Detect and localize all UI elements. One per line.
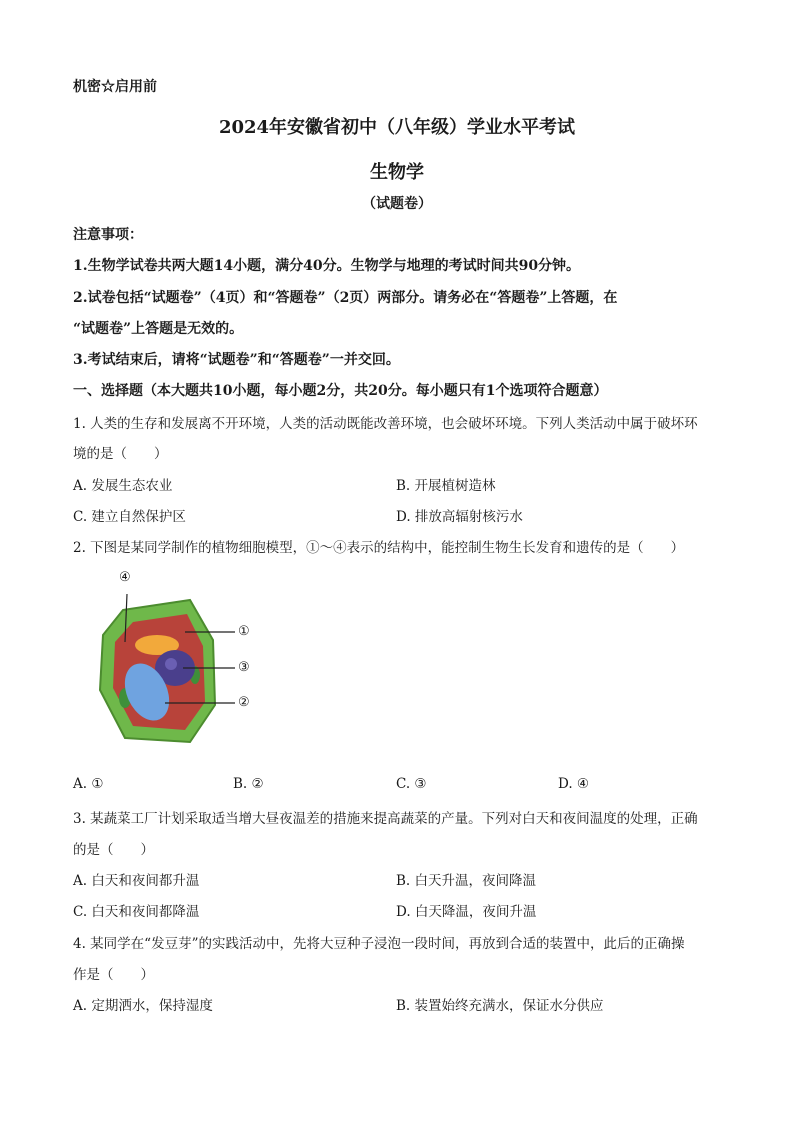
figure-label-4: ④ [119, 570, 131, 585]
question-3-option-c: C. 白天和夜间都降温 [73, 904, 200, 920]
question-3-option-b: B. 白天升温，夜间降温 [396, 873, 537, 889]
figure-label-2: ② [238, 695, 250, 710]
question-2-option-d: D. ④ [558, 776, 590, 792]
exam-title: 2024年安徽省初中（八年级）学业水平考试 [218, 117, 576, 138]
subject-title: 生物学 [370, 162, 424, 183]
question-1-stem: 1. 人类的生存和发展离不开环境，人类的活动既能改善环境，也会破坏环境。下列人类活动中属于破坏环 [73, 416, 698, 432]
figure-label-3: ③ [238, 660, 250, 675]
question-1-option-a: A. 发展生态农业 [73, 478, 173, 494]
question-3-stem-cont: 的是（ ） [73, 842, 154, 858]
plant-cell-figure [95, 570, 290, 755]
question-2-option-b: B. ② [233, 776, 264, 792]
notice-item-1: 1.生物学试卷共两大题14小题，满分40分。生物学与地理的考试时间共90分钟。 [73, 258, 581, 274]
notice-item-2-cont: “试题卷”上答题是无效的。 [73, 321, 244, 337]
question-4-option-b: B. 装置始终充满水，保证水分供应 [396, 998, 604, 1014]
question-1-option-d: D. 排放高辐射核污水 [396, 509, 523, 525]
question-1-stem-cont: 境的是（ ） [73, 446, 168, 462]
section-1-heading: 一、选择题（本大题共10小题，每小题2分，共20分。每小题只有1个选项符合题意） [73, 383, 608, 399]
question-1-option-c: C. 建立自然保护区 [73, 509, 186, 525]
question-4-stem: 4. 某同学在“发豆芽”的实践活动中，先将大豆种子浸泡一段时间，再放到合适的装置中，此后的正确操 [73, 936, 685, 952]
question-2-stem: 2. 下图是某同学制作的植物细胞模型，①～④表示的结构中，能控制生物生长发育和遗传的是（ ） [73, 540, 685, 556]
notice-heading: 注意事项： [73, 227, 143, 243]
plant-cell-illustration [95, 580, 290, 755]
confidential-mark: 机密☆启用前 [73, 79, 157, 95]
notice-item-3: 3.考试结束后，请将“试题卷”和“答题卷”一并交回。 [73, 352, 400, 368]
question-4-stem-cont: 作是（ ） [73, 967, 154, 983]
question-2-option-a: A. ① [73, 776, 104, 792]
question-1-option-b: B. 开展植树造林 [396, 478, 496, 494]
question-3-option-d: D. 白天降温，夜间升温 [396, 904, 537, 920]
question-2-option-c: C. ③ [396, 776, 427, 792]
question-3-stem: 3. 某蔬菜工厂计划采取适当增大昼夜温差的措施来提高蔬菜的产量。下列对白天和夜间温度的处理，正确 [73, 811, 698, 827]
paper-type: （试题卷） [362, 196, 432, 212]
question-3-option-a: A. 白天和夜间都升温 [73, 873, 200, 889]
figure-label-1: ① [238, 624, 250, 639]
notice-item-2: 2.试卷包括“试题卷”（4页）和“答题卷”（2页）两部分。请务必在“答题卷”上答题，在 [73, 290, 618, 306]
question-4-option-a: A. 定期洒水，保持湿度 [73, 998, 213, 1014]
